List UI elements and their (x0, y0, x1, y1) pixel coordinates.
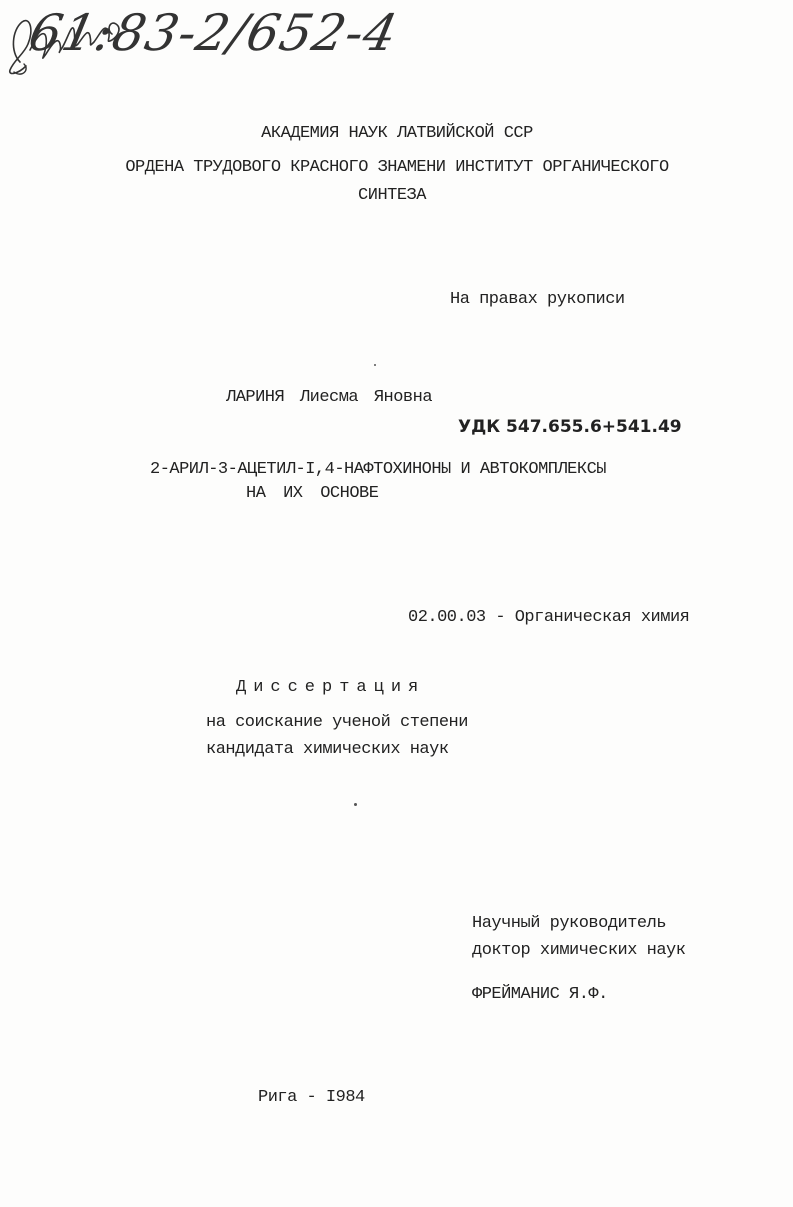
title-line-1: 2-АРИЛ-3-АЦЕТИЛ-I,4-НАФТОХИНОНЫ И АВТОКОМПЛЕКСЫ (150, 460, 606, 479)
institution-line-3: СИНТЕЗА (358, 186, 426, 205)
supervisor-name: ФРЕЙМАНИС Я.Ф. (472, 985, 608, 1004)
speck (354, 803, 357, 806)
specialty: 02.00.03 - Органическая химия (408, 608, 690, 627)
manuscript-note: На правах рукописи (450, 290, 625, 309)
dissertation-heading: Диссертация (236, 678, 426, 697)
place-year: Рига - I984 (258, 1088, 365, 1107)
archive-number: 61:83-2/652-4 (23, 4, 403, 62)
institution-line-1: АКАДЕМИЯ НАУК ЛАТВИЙСКОЙ ССР (261, 124, 533, 143)
speck (374, 364, 376, 366)
dissertation-line-2: кандидата химических наук (206, 740, 449, 759)
supervisor-role: Научный руководитель (472, 914, 667, 933)
dissertation-line-1: на соискание ученой степени (206, 713, 468, 732)
supervisor-degree: доктор химических наук (472, 941, 686, 960)
institution-line-2: ОРДЕНА ТРУДОВОГО КРАСНОГО ЗНАМЕНИ ИНСТИТУТ ОРГАНИЧЕСКОГО (125, 158, 669, 177)
title-line-2: НА ИХ ОСНОВЕ (246, 484, 379, 503)
udk-code: УДК 547.655.6+541.49 (458, 417, 682, 437)
author-name: ЛАРИНЯ Лиесма Яновна (226, 388, 433, 407)
